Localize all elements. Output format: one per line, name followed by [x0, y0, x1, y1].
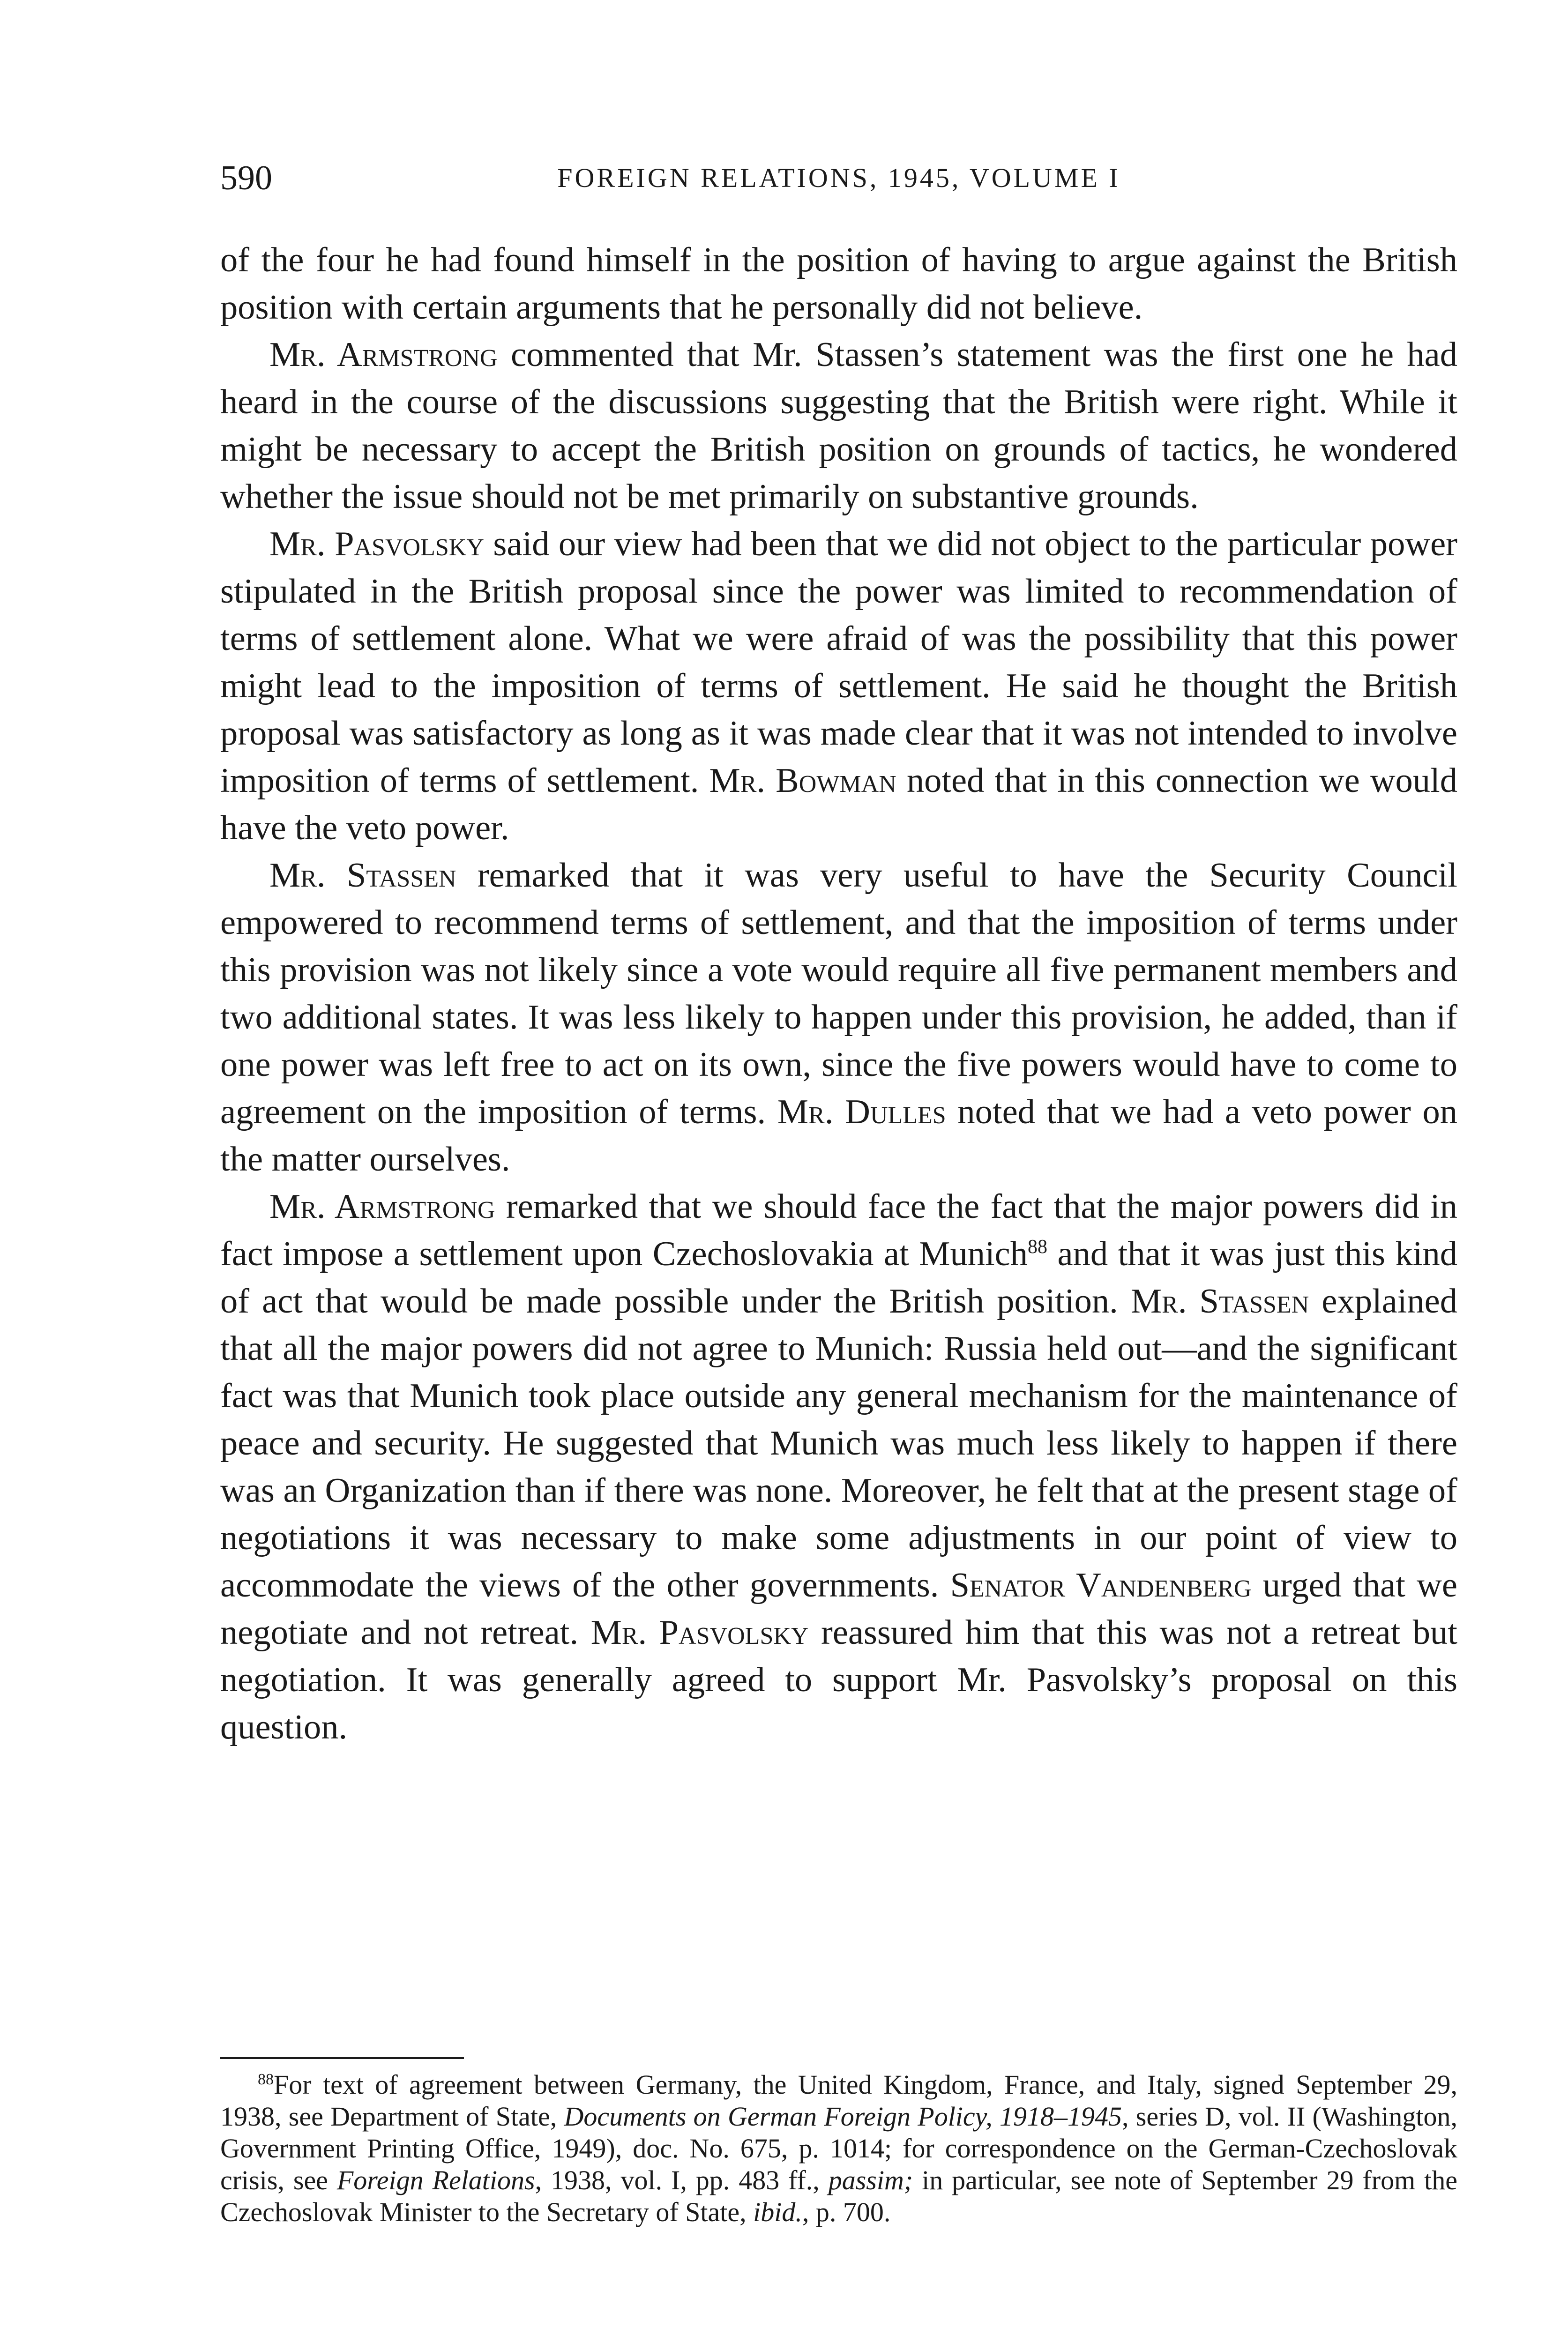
body-text — [220, 237, 1457, 1751]
paragraph-pasvolsky — [220, 521, 1457, 852]
speaker-name: Mr. Armstrong — [269, 1187, 495, 1226]
paragraph-text: and that it was just this kind of act that would be made possible under the British position. — [220, 1235, 1457, 1321]
page-header — [220, 155, 1457, 201]
paragraph-text: reassured him that this was not a retreat but negotiation. It was generally agreed to support Mr. Pasvolsky’s proposal on this question. — [220, 1613, 1457, 1746]
paragraph-text: remarked that it was very useful to have the Security Council empowered to recommend terms of settlement, and that the imposition of terms under this provision was not likely since a vote would require all five permanent members and two additional states. It was less likely to happen under this provision, he added, than if one power was left free to act on its own, since the five powers would have to come to agreement on the imposition of terms. — [220, 856, 1457, 1131]
speaker-name: Mr. Pasvolsky — [590, 1613, 809, 1652]
footnote-title: Documents on German Foreign Policy, 1918–1945 — [564, 2101, 1122, 2132]
paragraph-text: commented that Mr. Stassen’s statement was the first one he had heard in the course of the discussions suggesting that the British were right. While it might be necessary to accept the British position on grounds of tactics, he wondered whether the issue should not be met primarily on substantive grounds. — [220, 336, 1457, 516]
footnote-marker: 88 — [258, 2071, 274, 2088]
speaker-name: Mr. Armstrong — [269, 336, 498, 374]
footnotes — [220, 2069, 1457, 2228]
footnote-passim: passim; — [828, 2165, 913, 2195]
footnote-text: For text of agreement between Germany, the United Kingdom, France, and Italy, signed September 29, 1938, see Department of State, — [220, 2069, 1457, 2132]
paragraph-continuation: of the four he had found himself in the position of having to argue against the British position with certain arguments that he personally did not believe. — [220, 241, 1457, 327]
speaker-name: Mr. Pasvolsky — [269, 525, 484, 563]
paragraph-text: remarked that we should face the fact that the major powers did in fact impose a settlement upon Czechoslovakia at Munich — [220, 1187, 1457, 1273]
footnote-text: , p. 700. — [802, 2197, 891, 2227]
paragraph-armstrong — [220, 331, 1457, 521]
footnote-text: in particular, see note of September 29 from the Czechoslovak Minister to the Secretary of State, — [220, 2165, 1457, 2227]
speaker-name: Mr. Bowman — [709, 761, 896, 800]
running-head: FOREIGN RELATIONS, 1945, VOLUME I — [557, 163, 1120, 193]
speaker-name: Senator Vandenberg — [950, 1566, 1252, 1604]
paragraph-text: urged that we negotiate and not retreat. — [220, 1566, 1458, 1652]
paragraph-text: said our view had been that we did not object to the particular power stipulated in the British proposal since the power was limited to recommendation of terms of settlement alone. What we were afraid of was the possibility that this power might lead to the imposition of terms of settlement. He said he thought the British proposal was satisfactory as long as it was made clear that it was not intended to involve imposition of terms of settlement. — [220, 525, 1457, 800]
speaker-name: Mr. Dulles — [777, 1093, 946, 1131]
footnote-reference: 88 — [1028, 1236, 1048, 1258]
page-number: 590 — [220, 159, 272, 197]
paragraph-text: noted that in this connection we would have the veto power. — [220, 761, 1457, 847]
footnote-title: Foreign Relations — [336, 2165, 535, 2195]
footnote-text: , 1938, vol. I, pp. 483 ff., — [535, 2165, 829, 2195]
paragraph-text: explained that all the major powers did not agree to Munich: Russia held out—and the significant fact was that Munich took place outside any general mechanism for the maintenance of peace and security. He suggested that Munich was much less likely to happen if there was an Organization than if there was none. Moreover, he felt that at the present stage of negotiations it was necessary to make some adjustments in our point of view to accommodate the views of the other governments. — [220, 1282, 1457, 1604]
paragraph-armstrong-munich — [220, 1183, 1457, 1751]
paragraph-text: noted that we had a veto power on the matter ourselves. — [220, 1093, 1457, 1179]
footnote-88 — [220, 2069, 1457, 2228]
footnote-text: , series D, vol. II (Washington, Government Printing Office, 1949), doc. No. 675, p. 1014; for correspondence on the German-Czechoslovak crisis, see — [220, 2101, 1457, 2195]
paragraph-stassen — [220, 852, 1457, 1183]
footnote-ibid: ibid. — [753, 2197, 802, 2227]
speaker-name: Mr. Stassen — [1130, 1282, 1309, 1321]
footnote-divider — [220, 2057, 464, 2059]
speaker-name: Mr. Stassen — [269, 856, 456, 895]
